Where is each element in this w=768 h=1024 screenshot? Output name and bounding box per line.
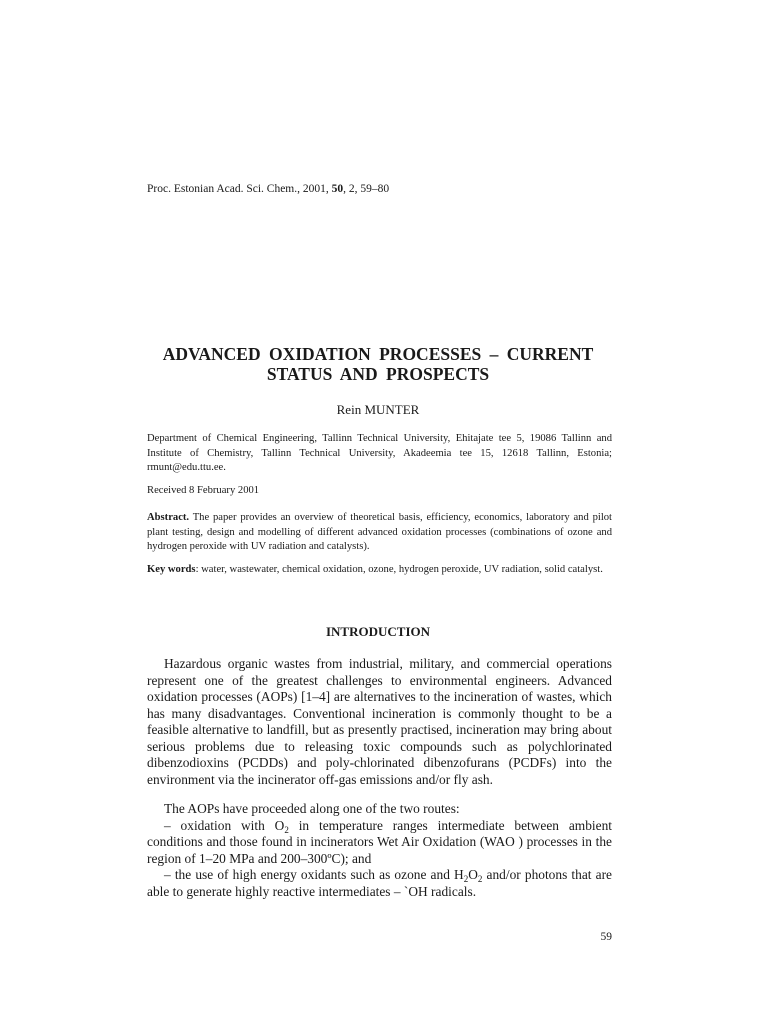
citation-prefix: Proc. Estonian Acad. Sci. Chem., 2001, <box>147 183 332 195</box>
route-2-sub-1: 2 <box>463 874 469 884</box>
route-2-mid: O <box>468 867 478 882</box>
route-1-sub: 2 <box>284 824 289 835</box>
citation-volume: 50 <box>331 183 344 195</box>
title-line-2: STATUS AND PROSPECTS <box>266 364 490 384</box>
received-date: Received 8 February 2001 <box>147 485 260 496</box>
intro-paragraph: Hazardous organic wastes from industrial, military, and commercial operations represent one of the greatest challenges to environmental engineers. Advanced oxidation processes (AOPs) [1–4] are alternatives to the incineration of wastes, which has many disadvantages. Conventional incineration is commonly thought to be a feasible alternative to landfill, but as presently practised, incineration may bring about serious problems due to releasing toxic compounds such as polychlorinated dibenzodioxins (PCDDs) and poly-chlorinated dibenzofurans (PCDFs) into the environment via the incinerator off-gas emissions and/or fly ash. <box>147 656 612 787</box>
abstract-text: The paper provides an overview of theoretical basis, efficiency, economics, laboratory and pilot plant testing, design and modelling of different advanced oxidation processes (combinations of ozone and hydrogen peroxide with UV radiation and catalysts). <box>147 512 612 553</box>
abstract-label: Abstract. <box>147 512 190 523</box>
routes-body <box>147 801 612 900</box>
route-2 <box>147 867 612 900</box>
route-1 <box>147 818 612 868</box>
title-line-1: ADVANCED OXIDATION PROCESSES – CURRENT <box>162 344 594 364</box>
route-1-before: – oxidation with O <box>164 817 285 833</box>
keywords-label: Key words <box>147 564 196 575</box>
affiliation: Department of Chemical Engineering, Tallinn Technical University, Ehitajate tee 5, 19086 Tallinn and Institute of Chemistry, Tallinn Technical University, Akadeemia tee 15, 12618 Tallinn, Estonia; rmunt@edu.ttu.ee. <box>147 433 612 474</box>
journal-citation <box>147 183 389 195</box>
route-2-after: and/or photons that are able to generate highly reactive intermediates – `OH radicals. <box>147 867 612 899</box>
intro-body <box>147 656 612 788</box>
section-heading: INTRODUCTION <box>325 624 430 639</box>
page-number: 59 <box>600 931 612 943</box>
route-1-after: in temperature ranges intermediate between ambient conditions and those found in incinerators Wet Air Oxidation (WAO ) processes in the region of 1–20 MPa and 200–300ºC); and <box>147 817 612 866</box>
routes-intro: The AOPs have proceeded along one of the two routes: <box>164 801 460 816</box>
keywords <box>147 563 612 578</box>
route-2-sub-2: 2 <box>477 874 483 884</box>
author-name: Rein MUNTER <box>336 402 420 417</box>
citation-suffix: , 2, 59–80 <box>343 183 390 195</box>
abstract <box>147 511 612 555</box>
route-2-before: – the use of high energy oxidants such as ozone and H <box>164 867 464 882</box>
keywords-text: : water, wastewater, chemical oxidation, ozone, hydrogen peroxide, UV radiation, solid catalyst. <box>195 564 603 575</box>
paper-title <box>120 344 636 384</box>
